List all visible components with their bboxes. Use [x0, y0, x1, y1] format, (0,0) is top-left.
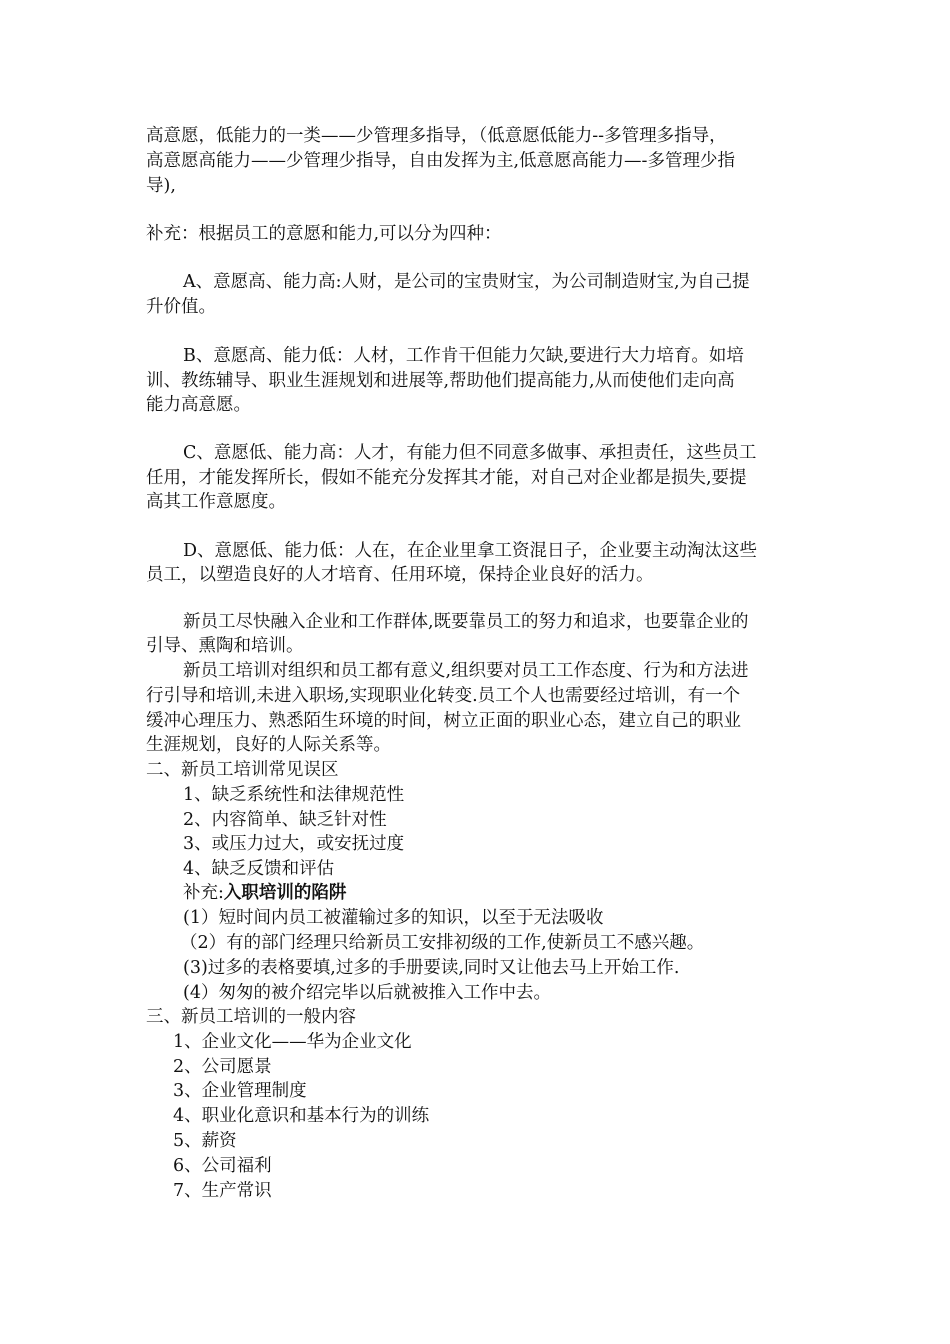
list-item: 7、生产常识: [173, 1181, 272, 1201]
trap-item: (3)过多的表格要填,过多的手册要读,同时又让他去马上开始工作.: [183, 958, 680, 978]
paragraph-line: 任用，才能发挥所长，假如不能充分发挥其才能，对自己对企业都是损失,要提: [146, 468, 747, 488]
paragraph-line: 员工，以塑造良好的人才培育、任用环境，保持企业良好的活力。: [146, 565, 654, 585]
list-item: 3、或压力过大，或安抚过度: [183, 834, 405, 854]
paragraph-line: 引导、熏陶和培训。: [146, 636, 304, 656]
list-item: 4、职业化意识和基本行为的训练: [173, 1106, 430, 1126]
trap-item: （2）有的部门经理只给新员工安排初级的工作,使新员工不感兴趣。: [180, 933, 705, 953]
list-item: 4、缺乏反馈和评估: [183, 859, 335, 879]
supplement-bold-title: 入职培训的陷阱: [223, 883, 347, 903]
paragraph-line: 新员工尽快融入企业和工作群体,既要靠员工的努力和追求，也要靠企业的: [183, 612, 749, 632]
list-item: 6、公司福利: [173, 1156, 272, 1176]
paragraph-line: 高其工作意愿度。: [146, 492, 286, 512]
paragraph-line: 导),: [146, 176, 176, 196]
paragraph-line: A、意愿高、能力高:人财，是公司的宝贵财宝，为公司制造财宝,为自己提: [183, 272, 750, 292]
trap-item: (4）匆匆的被介绍完毕以后就被推入工作中去。: [183, 983, 551, 1003]
list-item: 3、企业管理制度: [173, 1081, 307, 1101]
list-item: 2、公司愿景: [173, 1057, 272, 1077]
paragraph-line: 生涯规划，良好的人际关系等。: [146, 735, 391, 755]
paragraph-line: 训、教练辅导、职业生涯规划和进展等,帮助他们提高能力,从而使他们走向高: [146, 371, 735, 391]
paragraph-line: 高意愿，低能力的一类——少管理多指导，（低意愿低能力--多管理多指导，: [146, 126, 727, 146]
trap-item: (1）短时间内员工被灌输过多的知识，以至于无法吸收: [183, 908, 604, 928]
paragraph-line: 缓冲心理压力、熟悉陌生环境的时间，树立正面的职业心态，建立自己的职业: [146, 711, 741, 731]
paragraph-line: B、意愿高、能力低：人材，工作肯干但能力欠缺,要进行大力培育。如培: [183, 346, 744, 366]
paragraph-line: 行引导和培训,未进入职场,实现职业化转变.员工个人也需要经过培训，有一个: [146, 686, 741, 706]
section-heading: 三、新员工培训的一般内容: [146, 1007, 356, 1027]
list-item: 1、缺乏系统性和法律规范性: [183, 785, 405, 805]
paragraph-line: D、意愿低、能力低：人在，在企业里拿工资混日子，企业要主动淘汰这些: [183, 541, 758, 561]
supplement-intro: 补充：根据员工的意愿和能力,可以分为四种：: [146, 224, 502, 244]
list-item: 1、企业文化——华为企业文化: [173, 1032, 412, 1052]
list-item: 2、内容简单、缺乏针对性: [183, 810, 387, 830]
paragraph-line: C、意愿低、能力高：人才，有能力但不同意多做事、承担责任，这些员工: [183, 443, 757, 463]
paragraph-line: 能力高意愿。: [146, 395, 251, 415]
paragraph-line: 升价值。: [146, 297, 216, 317]
section-heading: 二、新员工培训常见误区: [146, 760, 339, 780]
paragraph-line: 新员工培训对组织和员工都有意义,组织要对员工工作态度、行为和方法进: [183, 661, 749, 681]
list-item: 5、薪资: [173, 1131, 237, 1151]
supplement-prefix: 补充:: [183, 883, 224, 903]
paragraph-line: 高意愿高能力——少管理少指导，自由发挥为主,低意愿高能力—-多管理少指: [146, 151, 735, 171]
supplement-heading: [183, 881, 346, 905]
